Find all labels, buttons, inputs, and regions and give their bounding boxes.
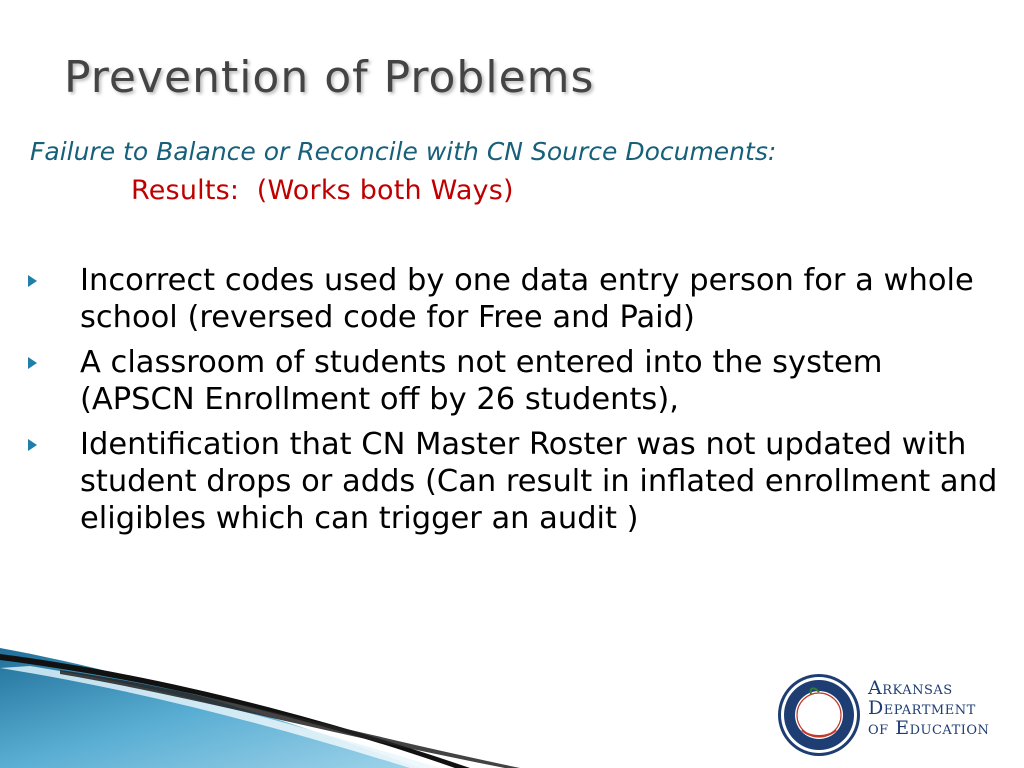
logo-line-1: Arkansas (868, 677, 953, 699)
logo-wordmark (868, 678, 989, 738)
bullet-text: Identification that CN Master Roster was not updated with student drops or adds (Can result in inflated enrollment and eligibles which can trigger an audit ) (80, 427, 998, 536)
bullet-text: A classroom of students not entered into the system (APSCN Enrollment off by 26 students), (80, 345, 883, 417)
slide-title: Prevention of Problems (64, 52, 595, 103)
bullet-item (28, 426, 1003, 537)
bullet-list (28, 262, 1003, 545)
slide-subtitle: Failure to Balance or Reconcile with CN Source Documents: (30, 137, 777, 166)
results-label: Results: (Works both Ways) (131, 175, 514, 206)
triangle-bullet-icon (28, 439, 37, 451)
bullet-text: Incorrect codes used by one data entry person for a whole school (reversed code for Free and Paid) (80, 263, 974, 335)
bullet-item (28, 344, 1003, 418)
logo-line-2: Department (868, 697, 976, 719)
logo-line-3: of Education (868, 717, 990, 739)
arkansas-doe-logo (776, 672, 1016, 762)
bullet-item (28, 262, 1003, 336)
state-seal-icon (776, 672, 862, 758)
triangle-bullet-icon (28, 275, 37, 287)
triangle-bullet-icon (28, 357, 37, 369)
